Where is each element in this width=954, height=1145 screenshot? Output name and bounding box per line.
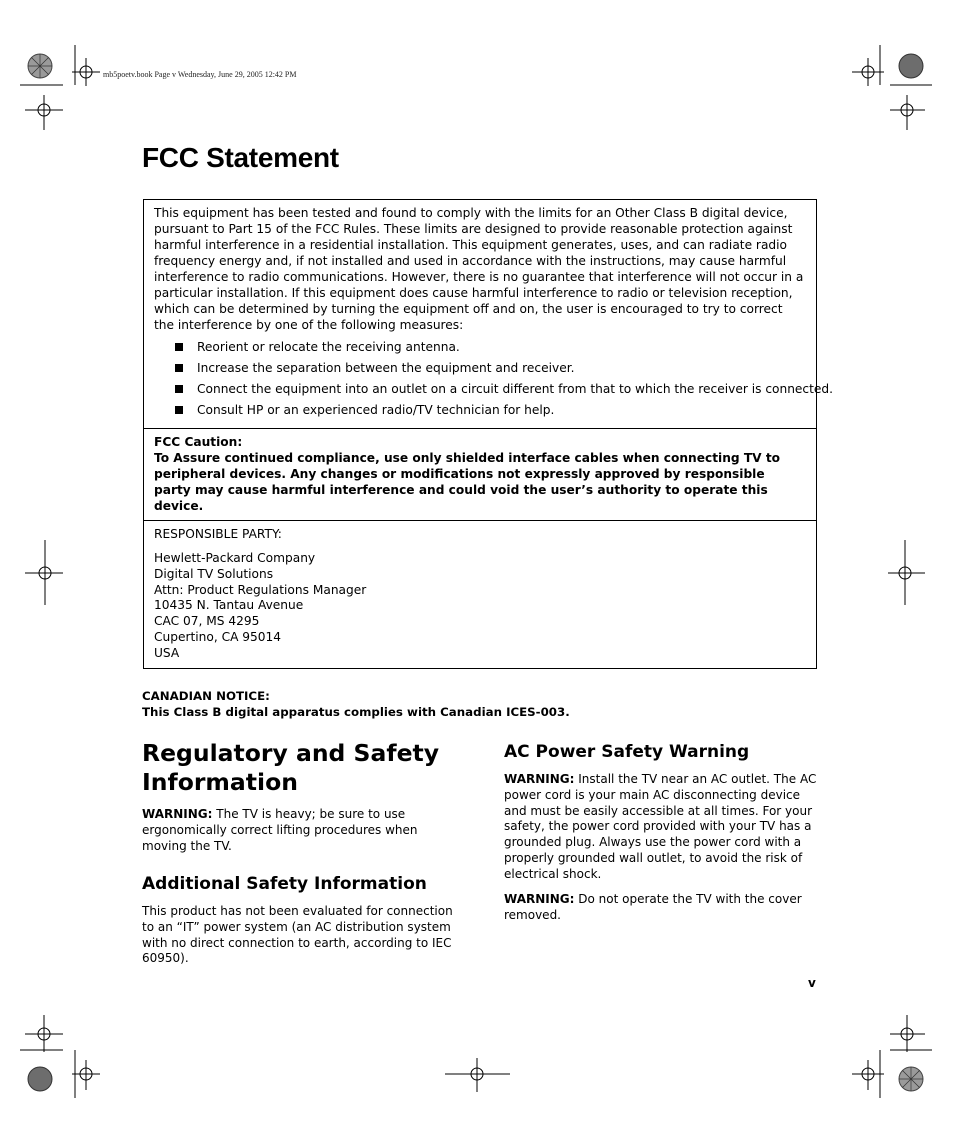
canadian-notice-title: CANADIAN NOTICE: (142, 689, 270, 703)
starburst-target-icon (899, 1067, 923, 1091)
registration-mark-icon (72, 1060, 100, 1090)
address-line: Cupertino, CA 95014 (154, 629, 282, 644)
warning-label: WARNING: (504, 892, 575, 906)
warning-label: WARNING: (142, 807, 213, 821)
list-item: Connect the equipment into an outlet on a circuit different from that to which the receiver is connected. (175, 381, 833, 402)
registration-mark-icon (25, 95, 63, 130)
warning-text: Install the TV near an AC outlet. The AC power cord is your main AC disconnecting device and must be easily accessible at all times. For your safety, the power cord provided with your TV has a grounded plug. Always use the power cord with a properly grounded wall outlet, to avoid the risk of electrical shock. (504, 772, 817, 881)
address-line: Digital TV Solutions (154, 566, 274, 581)
registration-mark-icon (852, 1060, 884, 1090)
measures-list (175, 339, 833, 423)
book-file-header: mb5poetv.book Page v Wednesday, June 29, 2005 12:42 PM (103, 70, 297, 79)
list-item: Consult HP or an experienced radio/TV technician for help. (175, 402, 833, 423)
bullet-square-icon (175, 343, 183, 351)
registration-mark-icon (445, 1058, 510, 1092)
page-title: FCC Statement (142, 142, 339, 173)
additional-safety-heading: Additional Safety Information (142, 874, 427, 894)
fcc-intro-text: This equipment has been tested and found to comply with the limits for an Other Class B digital device, pursuant to Part 15 of the FCC Rules. These limits are designed to provide reasonable protection against harmful interference in a residential installation. This equipment generates, uses, and can radiate radio frequency energy and, if not installed and used in accordance with the instructions, may cause harmful interference to radio communications. However, there is no guarantee that interference will not occur in a particular installation. If this equipment does cause harmful interference to radio or television reception, which can be determined by turning the equipment off and on, the user is encouraged to try to correct the interference by one of the following measures: (154, 206, 804, 332)
registration-mark-icon (890, 95, 925, 130)
responsible-party-title: RESPONSIBLE PARTY: (154, 527, 282, 541)
canadian-notice (142, 688, 570, 720)
caution-text: To Assure continued compliance, use only shielded interface cables when connecting TV to peripheral devices. Any changes or modifications not expressly approved by responsible party may cause harmful interference and could void the user’s authority to operate this device. (154, 451, 781, 513)
warning-text: Do not operate the TV with the cover removed. (504, 892, 802, 922)
caution-title: FCC Caution: (154, 435, 243, 449)
bullet-square-icon (175, 385, 183, 393)
density-target-icon (28, 1067, 52, 1091)
address-line: USA (154, 645, 180, 660)
canadian-notice-text: This Class B digital apparatus complies with Canadian ICES-003. (142, 705, 570, 719)
responsible-party-address (154, 551, 366, 662)
ac-power-warning-2 (504, 892, 820, 924)
responsible-party-section (144, 520, 816, 669)
address-line: Hewlett-Packard Company (154, 551, 316, 565)
address-line: CAC 07, MS 4295 (154, 614, 260, 629)
list-item: Increase the separation between the equipment and receiver. (175, 360, 833, 381)
page-number: v (808, 976, 816, 990)
bullet-square-icon (175, 406, 183, 414)
starburst-target-icon (28, 54, 52, 78)
ac-power-heading: AC Power Safety Warning (504, 742, 750, 762)
registration-mark-icon (72, 58, 100, 86)
registration-mark-icon (852, 58, 884, 86)
fcc-intro-section (144, 200, 834, 427)
fcc-statement-box (143, 199, 834, 669)
ac-power-warning-1 (504, 772, 820, 883)
list-item: Reorient or relocate the receiving antenna. (175, 339, 833, 360)
bullet-square-icon (175, 364, 183, 372)
registration-mark-icon (25, 540, 63, 605)
regulatory-warning (142, 807, 458, 854)
additional-safety-text: This product has not been evaluated for connection to an “IT” power system (an AC distribution system with no direct connection to earth, according to IEC 60950). (142, 904, 453, 966)
warning-label: WARNING: (504, 772, 575, 786)
regulatory-heading: Regulatory and Safety Information (142, 739, 440, 796)
address-line: 10435 N. Tantau Avenue (154, 598, 304, 613)
address-line: Attn: Product Regulations Manager (154, 582, 367, 597)
density-target-icon (899, 54, 923, 78)
registration-mark-icon (890, 1015, 925, 1052)
warning-text: The TV is heavy; be sure to use ergonomically correct lifting procedures when moving the TV. (142, 807, 418, 853)
registration-mark-icon (888, 540, 925, 605)
registration-mark-icon (25, 1015, 63, 1052)
fcc-caution-section (144, 428, 816, 521)
